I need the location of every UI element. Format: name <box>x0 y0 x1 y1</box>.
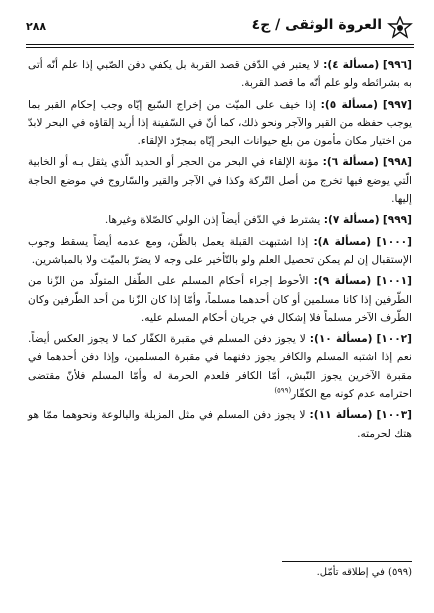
issue-text: إذا اشتبهت القبلة يعمل بالظّن، ومع عدمه أيضاً يسقط وجوب الإستقبال إن لم يمكن تحصيل العلم ولو بالتّأخير على وجه لا يضرّ بالميّت ولا بالمباشرين. <box>28 235 412 266</box>
issue-paragraph <box>28 406 412 443</box>
issue-paragraph <box>28 56 412 93</box>
issue-text: يشترط في الدّفن أيضاً إذن الولي كالصّلاة وغيرها. <box>104 214 321 227</box>
issue-paragraph <box>28 233 412 270</box>
footnote-reference[interactable]: (٥٩٩) <box>274 386 292 395</box>
issue-label: (مسألة ٧): <box>323 214 380 227</box>
issue-label: (مسألة ٦): <box>322 156 379 169</box>
issue-number: [١٠٠٣] <box>376 409 413 422</box>
header-rule-thin <box>26 47 414 48</box>
running-title: العروة الوثقى / ج٤ <box>251 17 382 33</box>
issue-text: لا يجوز دفن المسلم في مقبرة الكفّار كما لا يجوز العكس أيضاً. نعم إذا اشتبه المسلم والكافر يجوز دفنهما في مقبرة المسلمين، وإذا دفن أحدهما في مقبرة الآخرين يجوز النّبش، أمّا الكافر فلعدم الحرمة له وأمّا المسلم فلأنّ مقتضى احترامه عدم كونه مع الكفّار <box>28 333 412 401</box>
issue-label: (مسألة ٩): <box>313 275 372 288</box>
page-number: ٢٨٨ <box>26 20 47 33</box>
issue-paragraph <box>28 272 412 327</box>
issue-label: (مسألة ٥): <box>320 98 379 111</box>
header-rule <box>26 44 414 45</box>
issue-text: مؤنة الإلقاء في البحر من الحجر أو الحديد الّذي يثقل بـه أو الخابية الّتي يوضع فيها تخرج من أصل التّركة وكذا في الآجر والقير والسّاروج في موضع الحاجة إليها. <box>28 156 412 206</box>
issue-label: (مسألة ٤): <box>323 59 380 71</box>
footnote: (٥٩٩) في إطلاقه تأمّل. <box>316 567 412 578</box>
ornament-icon <box>386 16 414 40</box>
footnote-separator <box>282 561 412 562</box>
issue-text: لا يعتبر في الدّفن قصد القربة بل يكفي دفن الصّبي إذا علم أنّه أتى به بشرائطه ولو علم أنّه ما قصد القربة. <box>28 59 412 90</box>
issue-paragraph <box>28 153 412 208</box>
page-body <box>28 56 412 446</box>
issue-paragraph <box>28 96 412 151</box>
issue-paragraph <box>28 211 412 229</box>
issue-paragraph <box>28 330 412 403</box>
issue-text: الأحوط إجراء أحكام المسلم على الطّفل المتولّد من الزّنا من الطّرفين إذا كانا مسلمين أو كان أحدهما مسلماً، وأمّا إذا كان الزّنا من أحد الطّرفين وكان الطّرف الآخر مسلماً فلا إشكال في جريان أحكام المسلم عليه. <box>28 275 412 324</box>
issue-number: [٩٩٩] <box>382 214 412 227</box>
issue-number: [٩٩٧] <box>382 98 413 111</box>
issue-number: [٩٩٦] <box>382 59 413 71</box>
issue-number: [١٠٠٠] <box>376 235 412 248</box>
issue-text: إذا خيف على الميّت من إخراج السّبع إيّاه وجب إحكام القبر بما يوجب حفظه من القير والآجر ونحو ذلك، كما أنّ في السّفينة إذا أريد إلقاؤه في البحر لابدّ من اختيار مكان مأمون من بلع حيوانات البحر إيّاه بمجرّد الإلقاء. <box>28 98 412 148</box>
issue-number: [١٠٠٢] <box>376 333 412 346</box>
issue-label: (مسألة ١١): <box>309 409 373 422</box>
issue-number: [١٠٠١] <box>376 275 412 288</box>
issue-label: (مسألة ٨): <box>313 235 372 248</box>
issue-text: لا يجوز دفن المسلم في مثل المزبلة والبالوعة ونحوهما ممّا هو هتك لحرمته. <box>28 409 412 440</box>
issue-label: (مسألة ١٠): <box>309 333 373 346</box>
page-header <box>26 14 414 42</box>
issue-number: [٩٩٨] <box>382 156 413 169</box>
